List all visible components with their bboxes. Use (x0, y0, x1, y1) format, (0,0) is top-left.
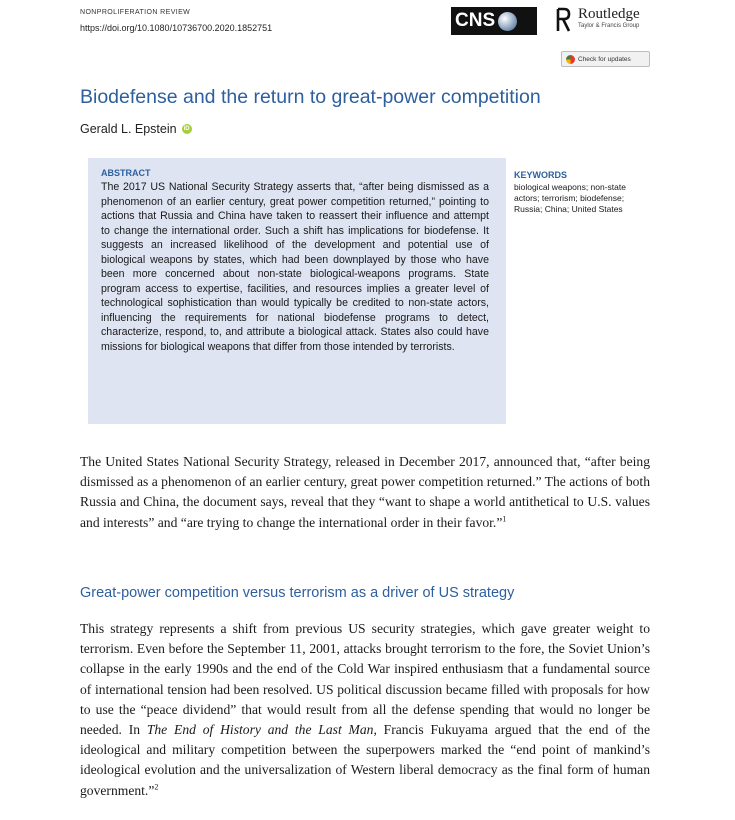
paragraph-1-text: The United States National Security Strategy, released in December 2017, announced that, “after being dismissed as a phenomenon of an earlier century, great power competition returned.” The actions of both Russia and China, the document says, reveal that they “want to shape a world antithetical to U.S. values and interests” and “are trying to change the international order in their favor.” (80, 454, 650, 530)
footnote-ref-1[interactable]: 1 (502, 514, 507, 524)
abstract-label: ABSTRACT (101, 168, 151, 178)
check-for-updates-label: Check for updates (578, 55, 631, 63)
keywords-label: KEYWORDS (514, 170, 568, 180)
publisher-subtitle: Taylor & Francis Group (578, 23, 640, 29)
author-line (80, 122, 192, 136)
article-title: Biodefense and the return to great-power competition (80, 86, 541, 108)
book-title: The End of History and the Last Man (146, 722, 374, 738)
routledge-logo-icon (555, 7, 571, 33)
paragraph-2-text-start: This strategy represents a shift from previous US security strategies, which gave greater weight to terrorism. Even before the September 11, 2001, attacks brought terrorism to the fore, the Soviet Union’s collapse in the early 1990s and the end of the Cold War inspired enthusiasm that a fundamental source of international tension had been resolved. US political discussion became filled with proposals for how to use the “peace dividend” that would result from all the defense spending that would no longer be needed. In (80, 621, 650, 738)
keywords-text: biological weapons; non-state actors; terrorism; biodefense; Russia; China; United States (514, 182, 626, 214)
publisher-name: Routledge (578, 6, 640, 22)
journal-name: NONPROLIFERATION REVIEW (80, 9, 191, 16)
doi-link[interactable]: https://doi.org/10.1080/10736700.2020.1852751 (80, 23, 273, 33)
cns-logo (451, 7, 537, 35)
author-name[interactable]: Gerald L. Epstein (80, 122, 177, 136)
cns-logo-label: CNS (455, 10, 496, 31)
body-paragraph-2 (80, 619, 650, 801)
crossmark-icon (566, 55, 575, 64)
check-for-updates-button[interactable] (561, 51, 650, 67)
paragraph-2-text-end: , Francis Fukuyama argued that the end of the ideological and military competition between the superpowers marked the “end point of mankind’s ideological evolution and the universalization of Western liberal democracy as the final form of human government.” (80, 722, 650, 798)
abstract-text: The 2017 US National Security Strategy asserts that, “after being dismissed as a phenomenon of an earlier century, great power competition returned,” pointing to actions that Russia and China have taken to reassert their influence and attempt to change the international order. Such a shift has implications for biodefense. It suggests an increased likelihood of the development and potential use of biological weapons by states, which had been downplayed by those who have been more concerned about non-state biological-weapons programs. State program access to expertise, facilities, and resources implies a greater level of technological sophistication than would typically be credited to non-state actors, influencing the requirements for national biodefense programs to detect, characterize, respond, to, and attribute a biological attack. States also could have missions for biological weapons that differ from those intended by terrorists. (101, 181, 489, 353)
body-paragraph-1 (80, 452, 650, 533)
footnote-ref-2[interactable]: 2 (154, 782, 159, 792)
orcid-icon[interactable]: iD (183, 126, 190, 132)
section-heading: Great-power competition versus terrorism as a driver of US strategy (80, 585, 515, 601)
globe-icon (498, 12, 517, 31)
